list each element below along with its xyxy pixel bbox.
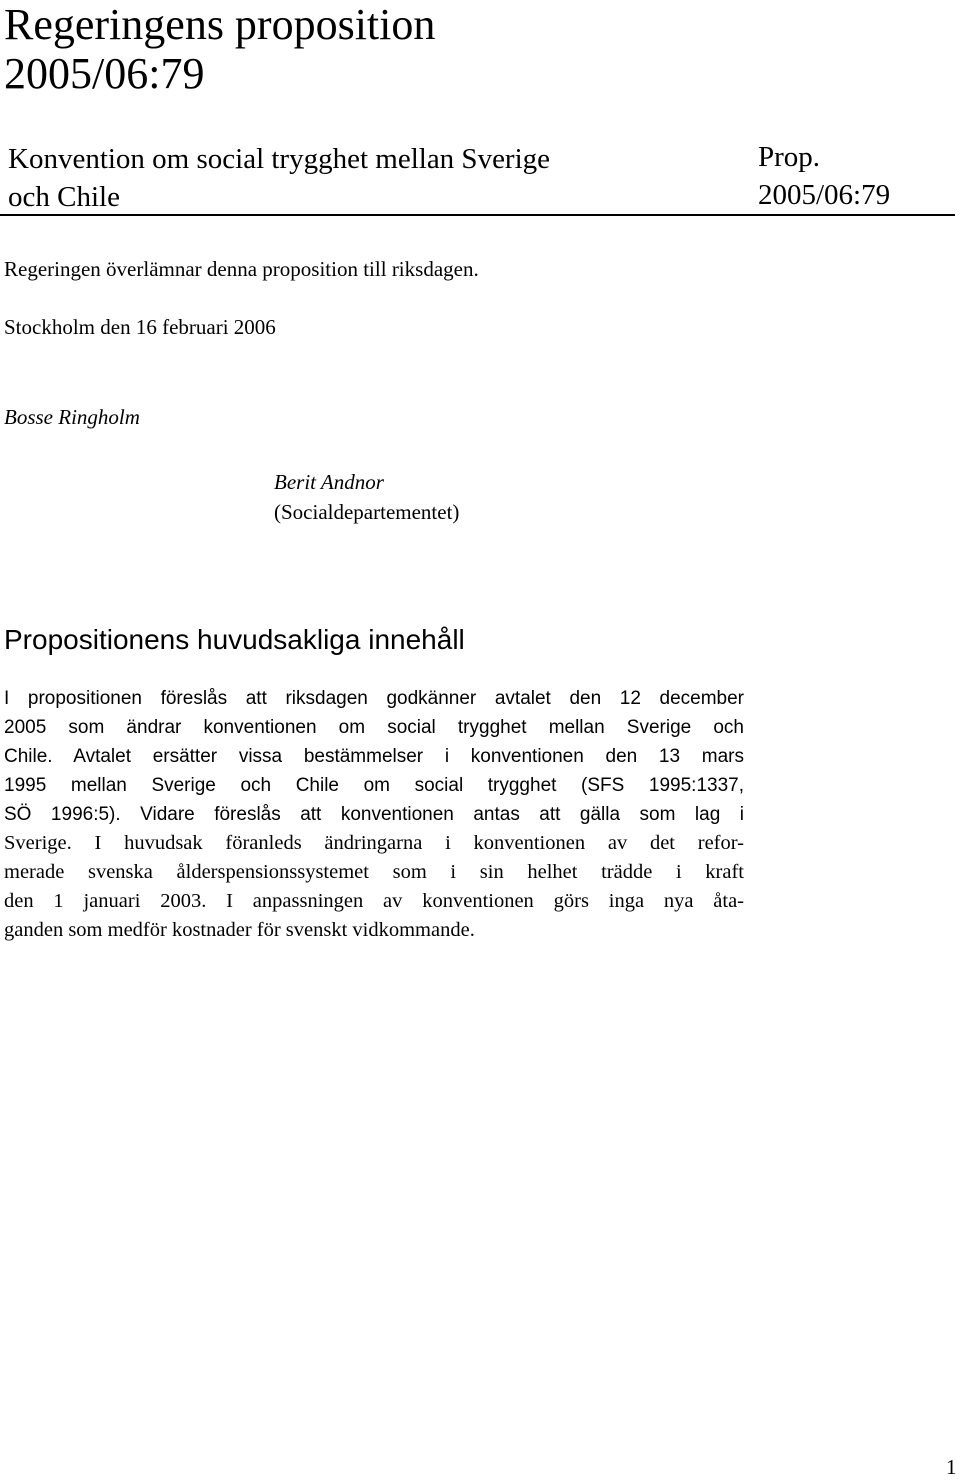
page-number: 1 — [946, 1455, 957, 1479]
proposition-subject-line-2: och Chile — [8, 181, 120, 213]
summary-line: SÖ 1996:5). Vidare föreslås att konventionen antas att gälla som lag i — [4, 804, 744, 825]
summary-line: 2005 som ändrar konventionen om social trygghet mellan Sverige och — [4, 717, 744, 738]
proposition-number-label — [758, 138, 890, 214]
summary-heading: Propositionens huvudsakliga innehåll — [4, 624, 465, 655]
signatory-minister: Berit Andnor — [274, 470, 384, 494]
summary-line: Sverige. I huvudsak föranleds ändringarna i konventionen av det refor- — [4, 832, 744, 854]
summary-line: merade svenska ålderspensionssystemet som i sin helhet trädde i kraft — [4, 861, 744, 883]
date-line: Stockholm den 16 februari 2006 — [4, 315, 276, 339]
department-name: (Socialdepartementet) — [274, 500, 460, 524]
summary-paragraph — [4, 684, 744, 945]
document-title-line-2: 2005/06:79 — [4, 49, 205, 98]
summary-line: 1995 mellan Sverige och Chile om social trygghet (SFS 1995:1337, — [4, 775, 744, 796]
proposition-number: 2005/06:79 — [758, 179, 891, 211]
document-title-line-1: Regeringens proposition — [4, 0, 436, 49]
summary-line: Chile. Avtalet ersätter vissa bestämmelser i konventionen den 13 mars — [4, 746, 744, 767]
header-divider — [0, 214, 955, 216]
summary-line: ganden som medför kostnader för svenskt vidkommande. — [4, 919, 475, 941]
proposition-subject-line-1: Konvention om social trygghet mellan Sverige — [8, 143, 551, 175]
proposition-subject — [8, 140, 550, 216]
document-title — [4, 0, 435, 98]
submission-statement: Regeringen överlämnar denna proposition till riksdagen. — [4, 257, 479, 281]
signatory-prime-minister: Bosse Ringholm — [4, 405, 140, 429]
summary-line: I propositionen föreslås att riksdagen godkänner avtalet den 12 december — [4, 688, 744, 709]
summary-line: den 1 januari 2003. I anpassningen av konventionen görs inga nya åta- — [4, 890, 744, 912]
proposition-number-prefix: Prop. — [758, 141, 821, 173]
